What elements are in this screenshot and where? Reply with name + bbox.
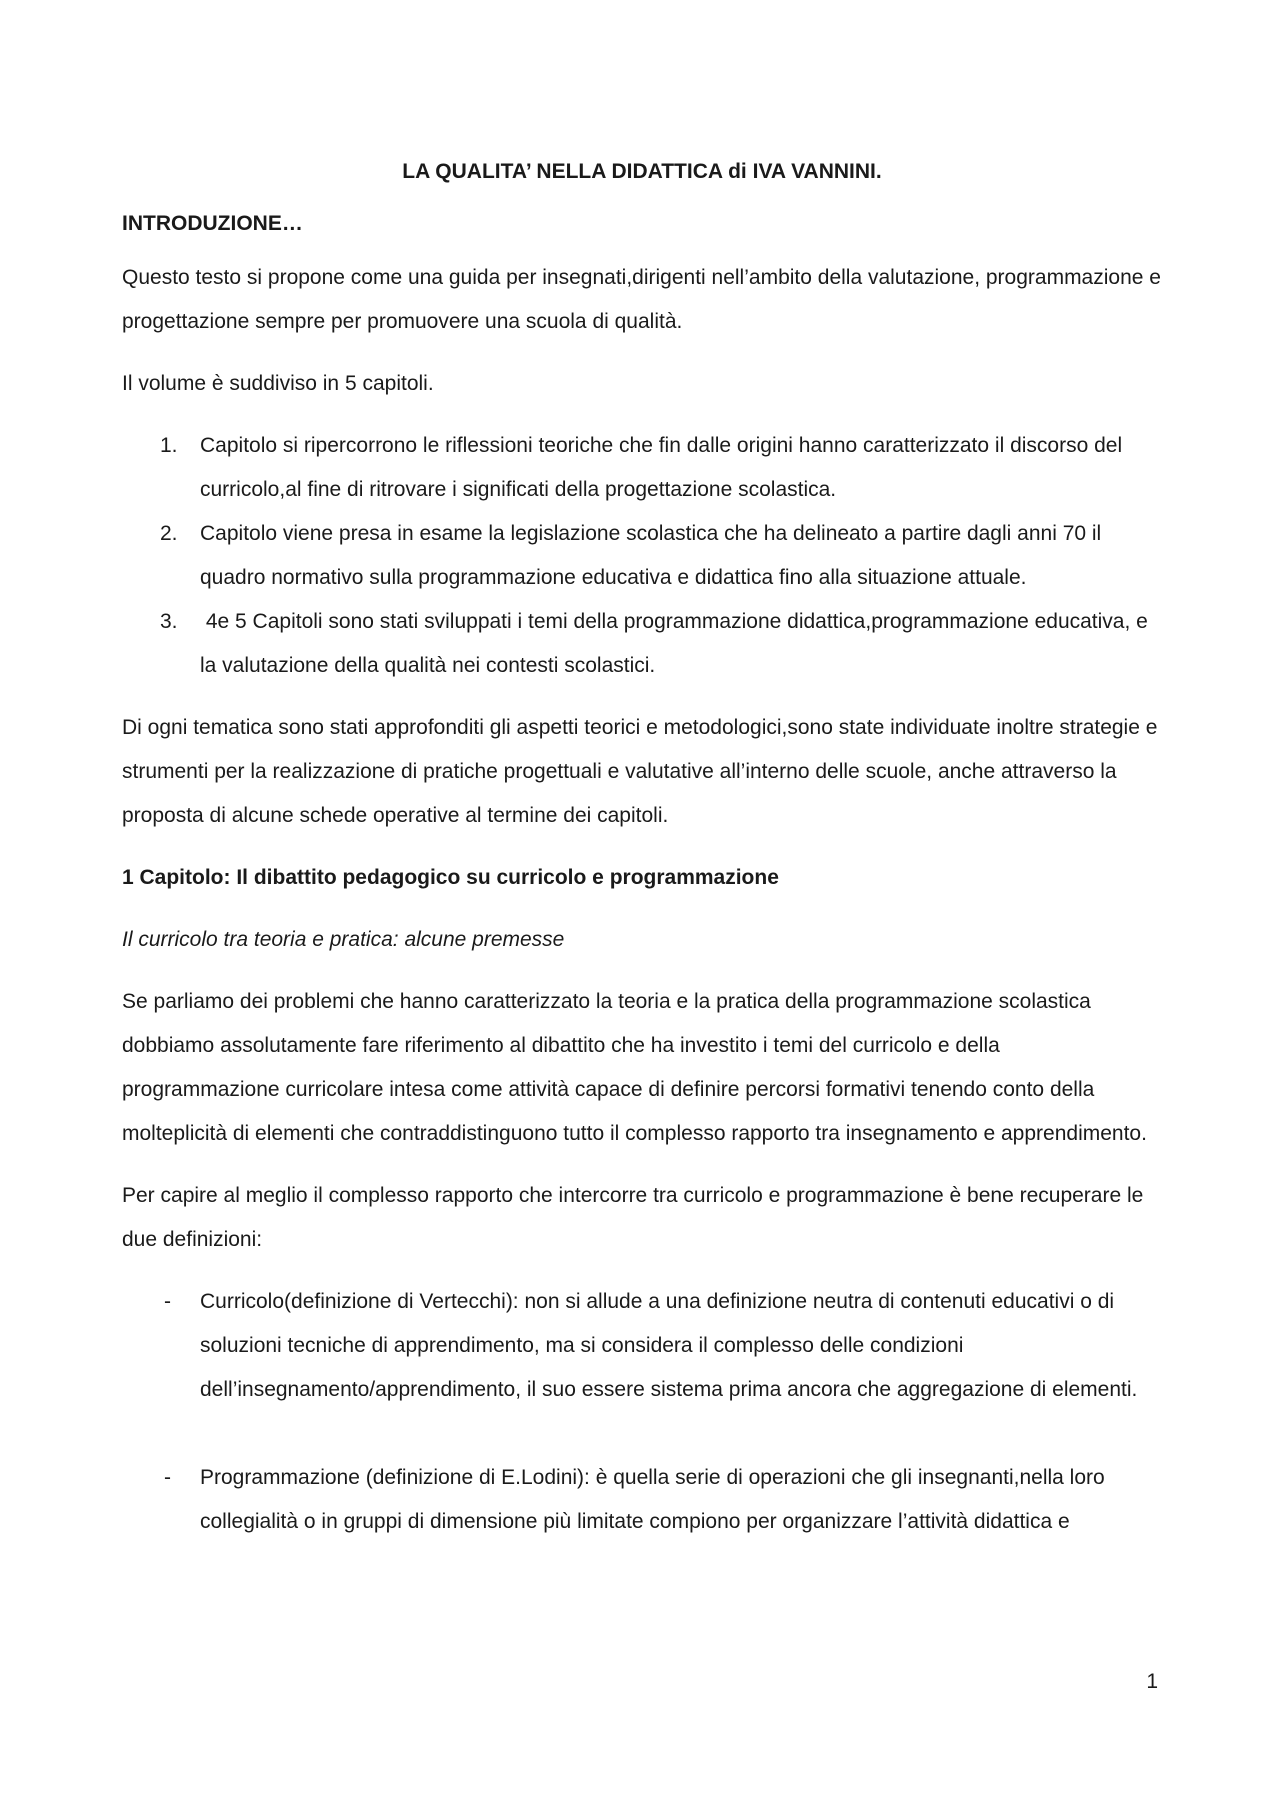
definitions-list [122, 1280, 1162, 1544]
chapter1-heading: 1 Capitolo: Il dibattito pedagogico su curricolo e programmazione [122, 866, 779, 889]
list-dash: - [164, 1466, 171, 1489]
list-number: 1. [160, 434, 178, 457]
intro-heading: INTRODUZIONE… [122, 212, 303, 235]
definition-item [122, 1456, 1162, 1544]
list-number: 2. [160, 522, 178, 545]
problems-paragraph: Se parliamo dei problemi che hanno caratterizzato la teoria e la pratica della programmazione scolastica dobbiamo assolutamente fare riferimento al dibattito che ha investito i temi del curricolo e della programmazione curricolare intesa come attività capace di definire percorsi formativi tenendo conto della molteplicità di elementi che contraddistinguono tutto il complesso rapporto tra insegnamento e apprendimento. [122, 990, 1147, 1145]
chapter-item [122, 424, 1162, 512]
chapter1-subheading: Il curricolo tra teoria e pratica: alcune premesse [122, 928, 565, 951]
list-number: 3. [160, 610, 178, 633]
chapter-item [122, 512, 1162, 600]
definition-text: Programmazione (definizione di E.Lodini): è quella serie di operazioni che gli insegnanti,nella loro collegialità o in gruppi di dimensione più limitate compiono per organizzare l’attività didattica e [200, 1466, 1105, 1533]
intro-paragraph: Questo testo si propone come una guida per insegnati,dirigenti nell’ambito della valutazione, programmazione e progettazione sempre per promuovere una scuola di qualità. [122, 266, 1161, 333]
list-dash: - [164, 1290, 171, 1313]
chapter-list [122, 424, 1162, 688]
themes-paragraph: Di ogni tematica sono stati approfonditi gli aspetti teorici e metodologici,sono state individuate inoltre strategie e strumenti per la realizzazione di pratiche progettuali e valutative all’interno delle scuole, anche attraverso la proposta di alcune schede operative al termine dei capitoli. [122, 716, 1158, 827]
definitions-intro: Per capire al meglio il complesso rapporto che intercorre tra curricolo e programmazione è bene recuperare le due definizioni: [122, 1184, 1144, 1251]
volume-line: Il volume è suddiviso in 5 capitoli. [122, 372, 434, 395]
chapter-text: Capitolo viene presa in esame la legislazione scolastica che ha delineato a partire dagli anni 70 il quadro normativo sulla programmazione educativa e didattica fino alla situazione attuale. [200, 522, 1102, 589]
document-body [122, 150, 1162, 1544]
chapter-text: Capitolo si ripercorrono le riflessioni teoriche che fin dalle origini hanno caratterizzato il discorso del curricolo,al fine di ritrovare i significati della progettazione scolastica. [200, 434, 1123, 501]
chapter-item [122, 600, 1162, 688]
chapter-text: 4e 5 Capitoli sono stati sviluppati i temi della programmazione didattica,programmazione educativa, e la valutazione della qualità nei contesti scolastici. [200, 610, 1154, 677]
definition-text: Curricolo(definizione di Vertecchi): non si allude a una definizione neutra di contenuti educativi o di soluzioni tecniche di apprendimento, ma si considera il complesso delle condizioni dell’insegnamento/apprendimento, il suo essere sistema prima ancora che aggregazione di elementi. [200, 1290, 1138, 1401]
page-number: 1 [1146, 1670, 1158, 1693]
definition-item [122, 1280, 1162, 1412]
document-title: LA QUALITA’ NELLA DIDATTICA di IVA VANNINI. [402, 160, 882, 183]
